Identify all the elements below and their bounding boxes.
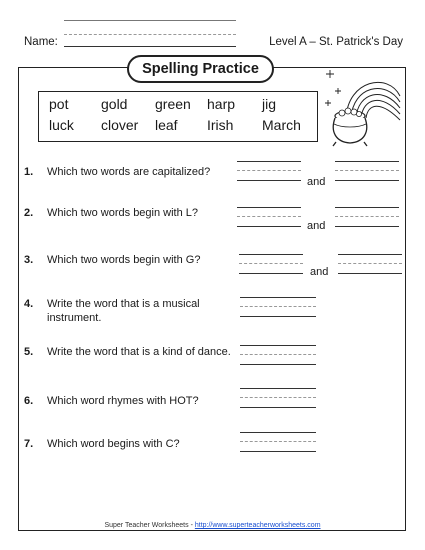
question-number: 4. (24, 298, 34, 310)
question-number: 5. (24, 346, 34, 358)
question-text: Which word begins with C? (47, 438, 180, 450)
question-text: Write the word that is a musical instrument. (47, 298, 200, 324)
question-text: Which word rhymes with HOT? (47, 395, 199, 407)
footer-link[interactable]: http://www.superteacherworksheets.com (194, 522, 321, 529)
name-writing-line[interactable] (64, 46, 236, 47)
word-bank (38, 91, 318, 142)
footer-text: Super Teacher Worksheets - (104, 522, 195, 529)
question-text: Which two words begin with L? (47, 207, 199, 219)
and-label: and (307, 176, 326, 188)
question-text: Which two words begin with G? (47, 254, 201, 266)
footer (0, 522, 425, 529)
word-bank-word: pot (49, 96, 69, 112)
word-bank-word: jig (262, 96, 277, 112)
and-label: and (307, 220, 326, 232)
rainbow-icon (322, 66, 402, 148)
pot-of-gold-icon (333, 108, 367, 146)
word-bank-word: March (262, 117, 301, 133)
name-guide-line-top (64, 20, 236, 21)
question-number: 1. (24, 166, 34, 178)
level-label: Level A – St. Patrick's Day (269, 36, 403, 48)
worksheet-title: Spelling Practice (127, 55, 274, 83)
question-number: 3. (24, 254, 34, 266)
word-bank-word: clover (101, 117, 139, 133)
word-bank-word: leaf (155, 117, 178, 133)
word-bank-word: Irish (207, 117, 234, 133)
question-number: 6. (24, 395, 34, 407)
question-number: 7. (24, 438, 34, 450)
name-label: Name: (24, 36, 58, 48)
word-bank-word: gold (101, 96, 128, 112)
name-guide-line-mid (64, 34, 236, 35)
sparkle-icon (325, 70, 341, 106)
word-bank-word: luck (49, 117, 74, 133)
question-text: Which two words are capitalized? (47, 166, 211, 178)
question-text: Write the word that is a kind of dance. (47, 346, 231, 358)
question-number: 2. (24, 207, 34, 219)
word-bank-word: harp (207, 96, 236, 112)
word-bank-word: green (155, 96, 191, 112)
and-label: and (310, 266, 329, 278)
